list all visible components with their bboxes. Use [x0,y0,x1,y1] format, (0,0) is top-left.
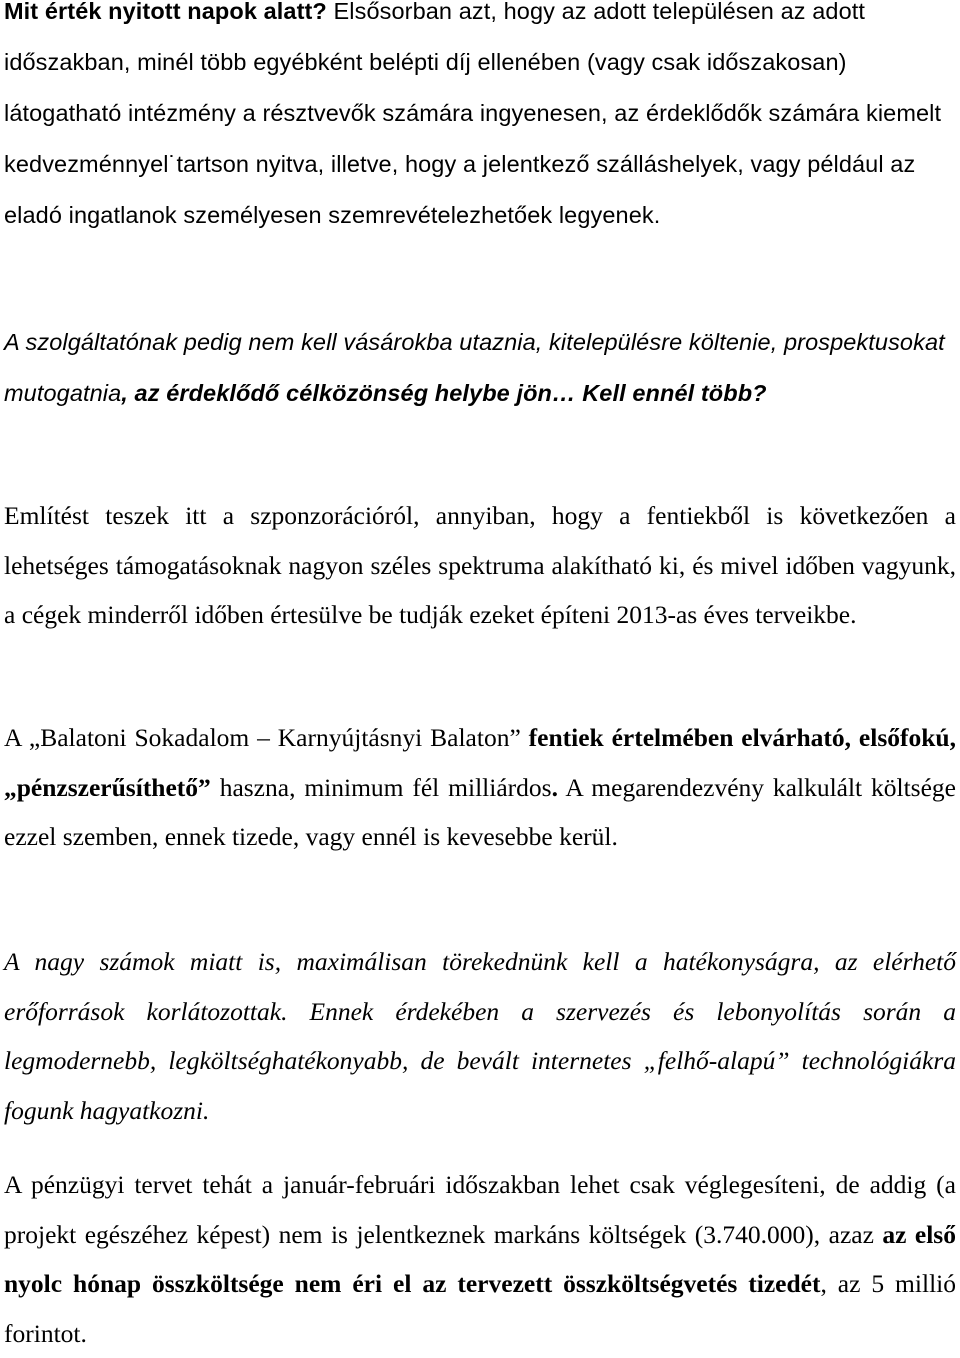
paragraph-service-provider [4,317,956,419]
paragraph-bold-text: . [551,772,558,802]
paragraph-financial-plan [4,1160,956,1358]
paragraph-lead-question: Mit érték nyitott napok alatt? [4,0,327,24]
paragraph-efficiency [4,937,956,1135]
paragraph-italic-text: A szolgáltatónak pedig nem kell vásárokba utaznia, kitelepülésre költenie, prospektusokat mutogatnia [4,329,945,406]
paragraph-bold-italic-text: , az érdeklődő célközönség helybe jön… Kell ennél több? [121,380,767,406]
paragraph-benefit [4,713,956,862]
paragraph-text: Elsősorban azt, hogy az adott településen az adott időszakban, minél több egyébként belépti díj ellenében (vagy csak időszakosan) látogatható intézmény a résztvevők számára ingyenesen, az érdeklődők számára kiemelt kedvezménnyel˙tartson nyitva, illetve, hogy a jelentkező szálláshelyek, vagy például az eladó ingatlanok személyesen szemrevételezhetőek legyenek. [4,0,942,228]
paragraph-bold-text: fentiek értelmében elvárható, elsőfokú, „pénzszerűsíthető” [4,723,956,802]
paragraph-bold-text: az első nyolc hónap összköltsége nem éri el az tervezett összköltségvetés tizedét [4,1219,956,1298]
paragraph-text: haszna, minimum fél milliárdos [210,772,552,802]
paragraph-text: Említést teszek itt a szponzorációról, annyiban, hogy a fentiekből is következően a lehetséges támogatásoknak nagyon széles spektruma alakítható ki, és mivel időben vagyunk, a cégek minderről időben értesülve be tudják ezeket építeni 2013-as éves terveikbe. [4,501,956,629]
paragraph-text: A „Balatoni Sokadalom – Karnyújtásnyi Balaton” [4,723,521,752]
paragraph-text: A pénzügyi tervet tehát a január-februári időszakban lehet csak véglegesíteni, de addig (a projekt egészéhez képest) nem is jelentkeznek markáns költségek (3.740.000), azaz [4,1170,956,1249]
paragraph-open-days [4,0,956,241]
paragraph-text: A megarendezvény kalkulált költsége ezzel szemben, ennek tizede, vagy ennél is kevesebbe kerül. [4,772,956,851]
paragraph-sponsorship [4,491,956,640]
paragraph-text: , az 5 millió forintot. [4,1269,956,1348]
paragraph-italic-text: A nagy számok miatt is, maximálisan törekednünk kell a hatékonyságra, az elérhető erőforrások korlátozottak. Ennek érdekében a szervezés és lebonyolítás során a legmodernebb, legköltséghatékonyabb, de bevált internetes „felhő-alapú” technológiákra fogunk hagyatkozni. [4,947,956,1125]
